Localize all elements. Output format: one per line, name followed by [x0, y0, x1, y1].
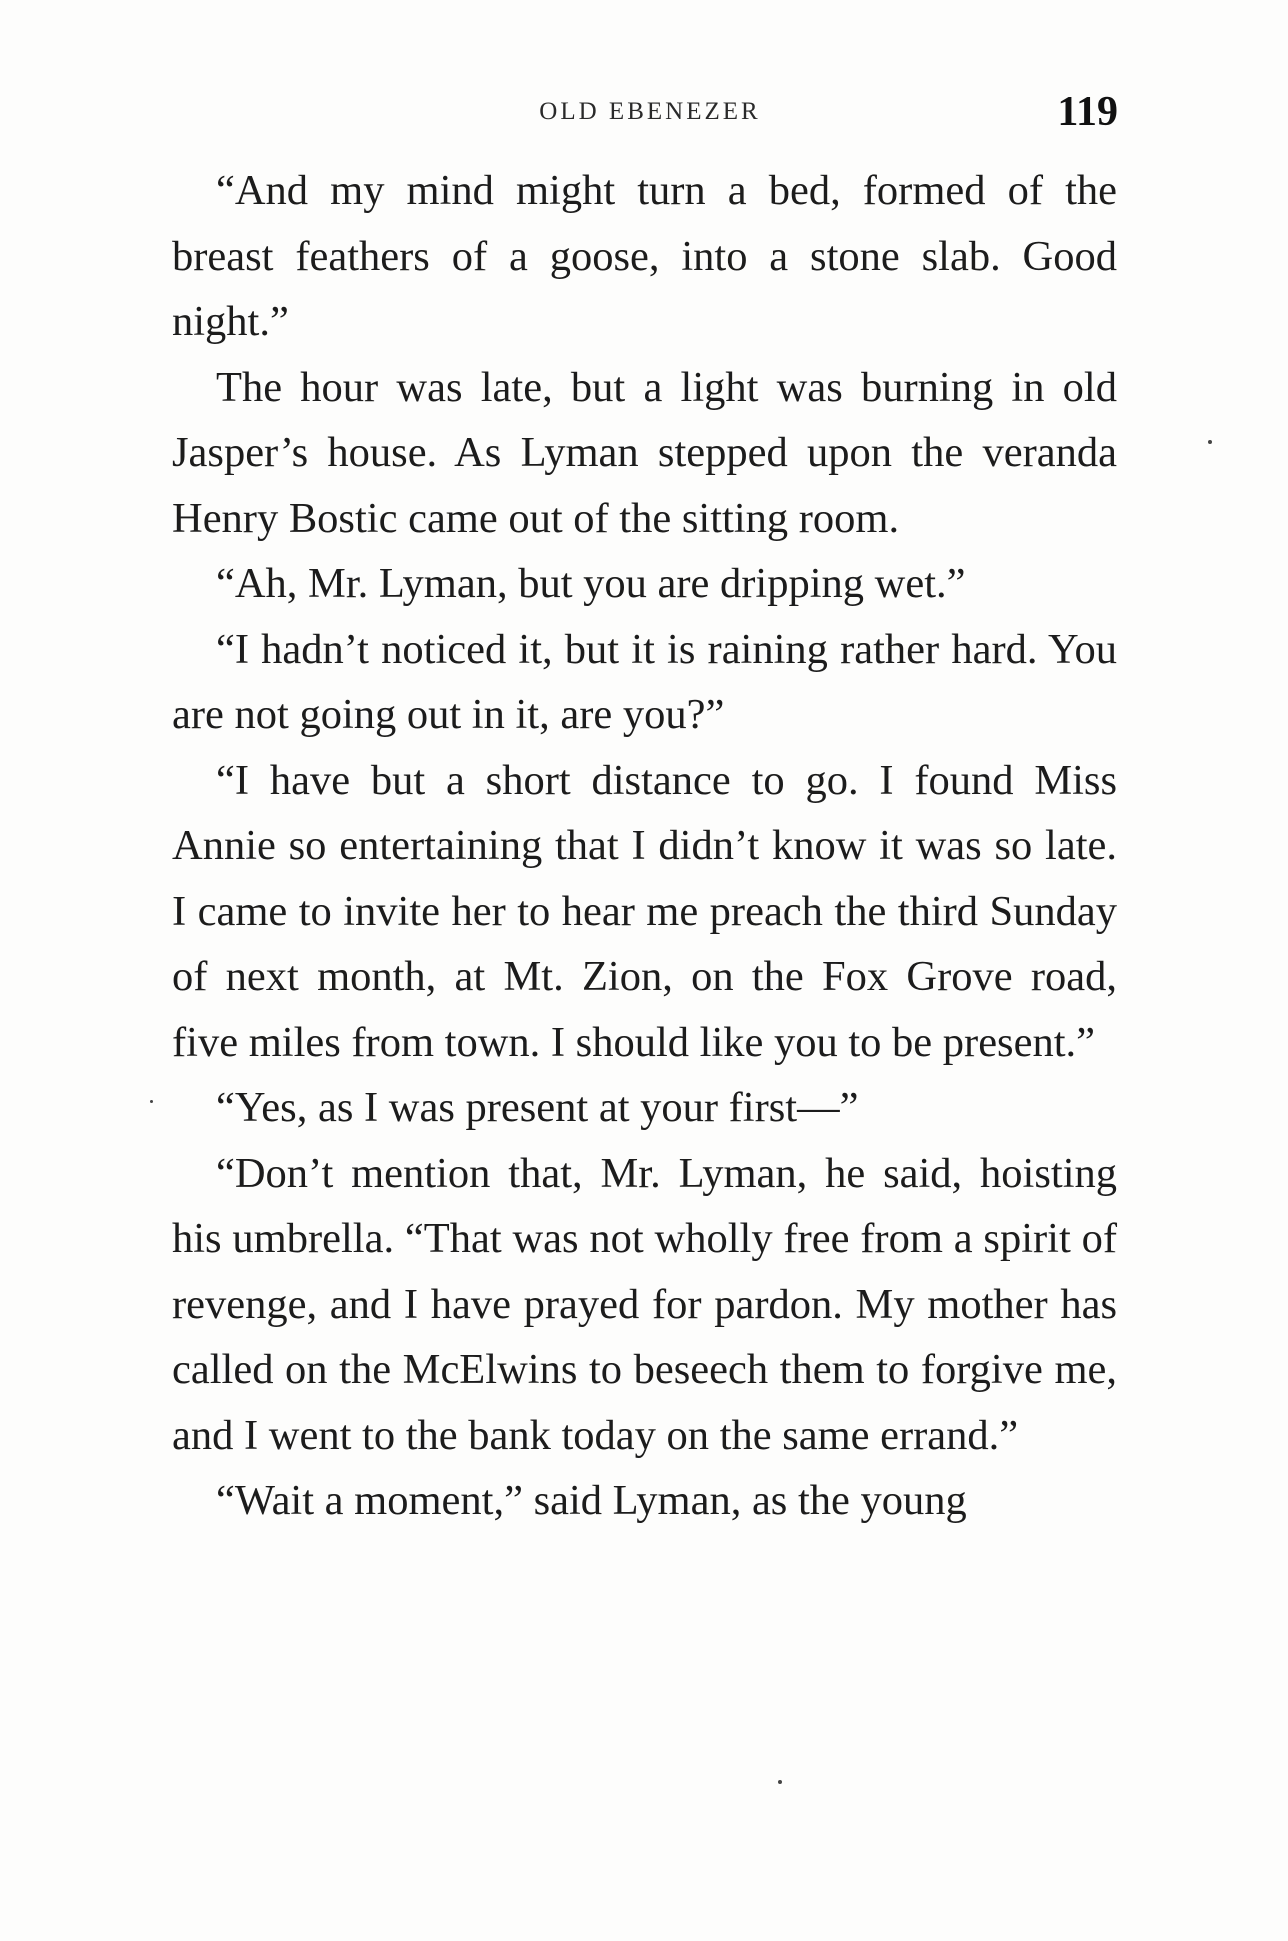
running-header	[170, 88, 1130, 138]
paragraph: “Yes, as I was present at your first—”	[216, 1084, 859, 1131]
body-text	[172, 158, 1117, 1534]
running-title: OLD EBENEZER	[539, 98, 761, 125]
print-speck	[1208, 440, 1212, 444]
paragraph: “Don’t mention that, Mr. Lyman, he said, hoisting his umbrella. “That was not wholly free from a spirit of revenge, and I have prayed for pardon. My mother has called on the McElwins to beseech them to forgive me, and I went to the bank today on the same errand.”	[172, 1149, 1117, 1459]
print-speck	[778, 1780, 782, 1784]
paragraph: “I hadn’t noticed it, but it is raining rather hard. You are not going out in it, are you?”	[172, 625, 1117, 738]
paragraph: “Ah, Mr. Lyman, but you are dripping wet.”	[216, 560, 966, 607]
paragraph: “Wait a moment,” said Lyman, as the young	[216, 1477, 967, 1524]
paragraph: “I have but a short distance to go. I found Miss Annie so entertaining that I didn’t know it was so late. I came to invite her to hear me preach the third Sunday of next month, at Mt. Zion, on the Fox Grove road, five miles from town. I should like you to be present.”	[172, 756, 1117, 1066]
paragraph: The hour was late, but a light was burning in old Jasper’s house. As Lyman stepped upon the veranda Henry Bostic came out of the sitting room.	[172, 363, 1117, 542]
print-speck	[150, 1100, 153, 1103]
paragraph: “And my mind might turn a bed, formed of the breast feathers of a goose, into a stone slab. Good night.”	[172, 167, 1117, 345]
page-number: 119	[1057, 89, 1118, 135]
